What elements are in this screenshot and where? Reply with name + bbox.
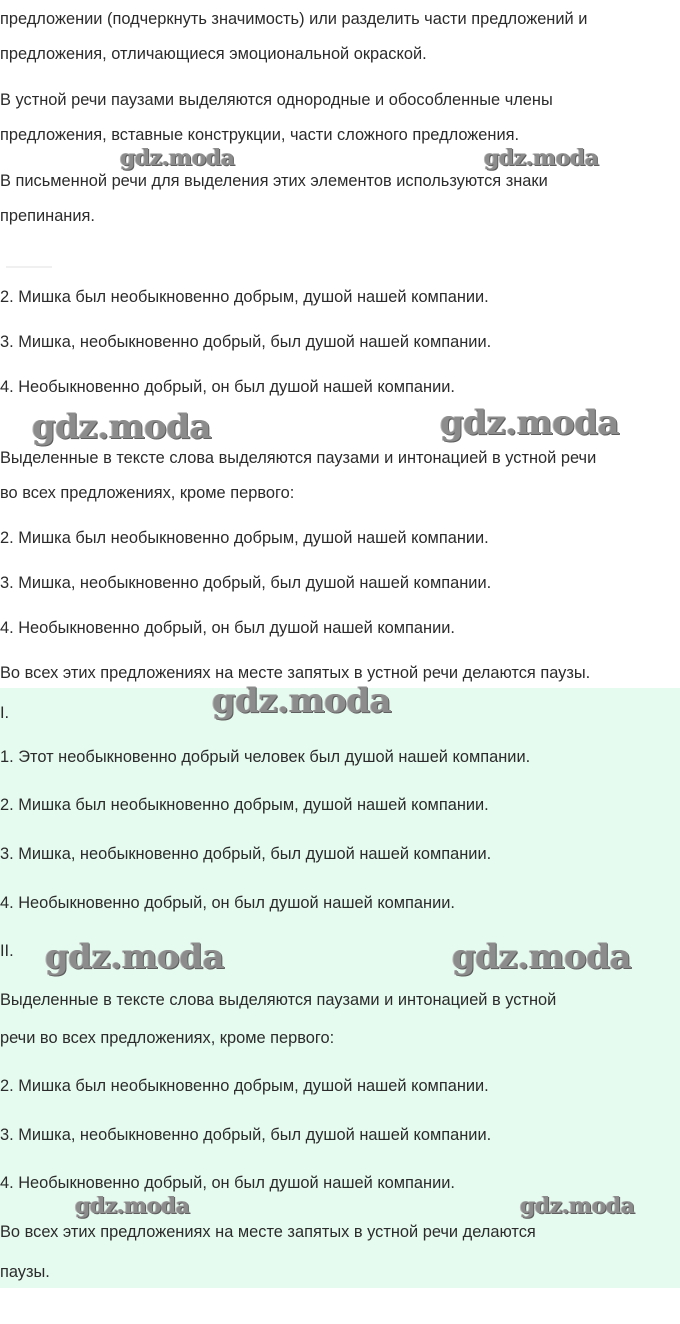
example-sentence: 4. Необыкновенно добрый, он был душой нашей компании. [0, 378, 455, 396]
watermark: gdz.moda [484, 145, 599, 171]
watermark: gdz.moda [212, 681, 392, 721]
paragraph-line: Выделенные в тексте слова выделяются паузами и интонацией в устной [0, 991, 557, 1009]
conclusion-text: Во всех этих предложениях на месте запятых в устной речи делаются [0, 1223, 536, 1241]
paragraph-line: предложении (подчеркнуть значимость) или разделить части предложений и [0, 10, 588, 28]
example-sentence: 4. Необыкновенно добрый, он был душой нашей компании. [0, 619, 455, 637]
answer-item: 4. Необыкновенно добрый, он был душой нашей компании. [0, 1174, 455, 1192]
paragraph-line: препинания. [0, 207, 95, 225]
answer-item: 2. Мишка был необыкновенно добрым, душой нашей компании. [0, 796, 489, 814]
paragraph-line: предложения, отличающиеся эмоциональной окраской. [0, 45, 427, 63]
answer-item: 3. Мишка, необыкновенно добрый, был душой нашей компании. [0, 845, 492, 863]
paragraph-line: речи во всех предложениях, кроме первого: [0, 1029, 335, 1047]
conclusion-text: Во всех этих предложениях на месте запятых в устной речи делаются паузы. [0, 664, 591, 682]
example-sentence: 2. Мишка был необыкновенно добрым, душой нашей компании. [0, 288, 489, 306]
section-number: II. [0, 942, 14, 960]
example-sentence: 2. Мишка был необыкновенно добрым, душой нашей компании. [0, 529, 489, 547]
watermark: gdz.moda [32, 407, 212, 447]
watermark: gdz.moda [452, 937, 632, 977]
conclusion-text: паузы. [0, 1263, 50, 1281]
watermark: gdz.moda [520, 1193, 635, 1219]
watermark: gdz.moda [120, 145, 235, 171]
answer-item: 4. Необыкновенно добрый, он был душой нашей компании. [0, 894, 455, 912]
watermark: gdz.moda [45, 937, 225, 977]
paragraph-line: во всех предложениях, кроме первого: [0, 484, 295, 502]
watermark: gdz.moda [440, 403, 620, 443]
paragraph-line: предложения, вставные конструкции, части сложного предложения. [0, 126, 520, 144]
answer-item: 2. Мишка был необыкновенно добрым, душой нашей компании. [0, 1077, 489, 1095]
paragraph-line: В письменной речи для выделения этих элементов используются знаки [0, 172, 548, 190]
watermark: gdz.moda [75, 1193, 190, 1219]
paragraph-line: Выделенные в тексте слова выделяются паузами и интонацией в устной речи [0, 449, 597, 467]
example-sentence: 3. Мишка, необыкновенно добрый, был душой нашей компании. [0, 333, 492, 351]
example-sentence: 3. Мишка, необыкновенно добрый, был душой нашей компании. [0, 574, 492, 592]
section-number: I. [0, 704, 10, 722]
answer-item: 1. Этот необыкновенно добрый человек был душой нашей компании. [0, 748, 531, 766]
section-divider [6, 266, 52, 268]
paragraph-line: В устной речи паузами выделяются однородные и обособленные члены [0, 91, 553, 109]
answer-item: 3. Мишка, необыкновенно добрый, был душой нашей компании. [0, 1126, 492, 1144]
